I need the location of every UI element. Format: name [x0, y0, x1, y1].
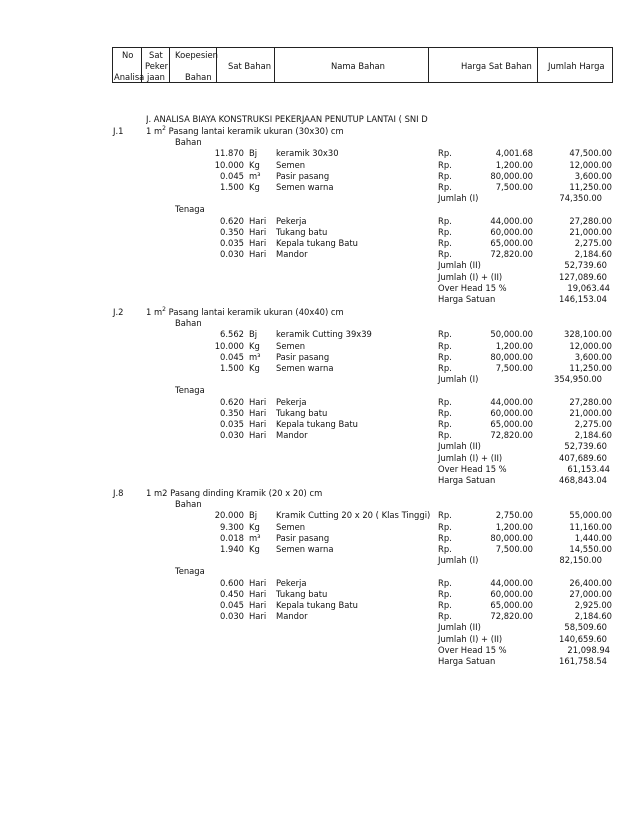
material-name: Kepala tukang Batu	[276, 419, 358, 429]
item-quantity: 1 m2	[146, 488, 168, 498]
item-title: Pasang dinding Kramik (20 x 20) cm	[167, 488, 323, 498]
column-divider	[169, 48, 170, 82]
header-analisa: Analisa	[114, 72, 145, 82]
unit-price-value: 7,500.00	[495, 544, 533, 554]
summary-label: Jumlah (II)	[438, 441, 481, 452]
currency-label: Rp.	[438, 577, 452, 588]
bahan-label: Bahan	[175, 137, 202, 148]
koefisien-value: 1.500	[220, 363, 244, 373]
koefisien-value: 11.870	[214, 148, 244, 159]
summary-value: 58,509.60	[564, 622, 607, 633]
currency-label: Rp.	[438, 182, 452, 192]
section-title: J. ANALISA BIAYA KONSTRUKSI PEKERJAAN PENUTUP LANTAI ( SNI D	[146, 114, 428, 124]
summary-label: Jumlah (I) + (II)	[438, 452, 503, 463]
currency-label: Rp.	[438, 226, 452, 237]
currency-label: Rp.	[438, 611, 452, 622]
currency-label: Rp.	[438, 340, 452, 351]
summary-label: Jumlah (II)	[438, 260, 481, 271]
total-price-value: 14,550.00	[569, 544, 612, 554]
total-price-value: 2,275.00	[574, 419, 612, 429]
currency-label: Rp.	[438, 407, 452, 418]
koefisien-value: 9.300	[220, 521, 244, 532]
summary-value: 127,089.60	[559, 271, 607, 282]
material-name: Mandor	[276, 430, 308, 441]
summary-value: 19,063.44	[567, 282, 610, 293]
total-price-value: 328,100.00	[564, 329, 612, 340]
unit-price-value: 44,000.00	[490, 215, 533, 226]
unit-price-value: 7,500.00	[495, 363, 533, 373]
total-price-value: 27,280.00	[569, 215, 612, 226]
total-price-value: 12,000.00	[569, 159, 612, 170]
koefisien-value: 10.000	[214, 340, 244, 351]
total-price-value: 47,500.00	[569, 148, 612, 159]
summary-value: 52,739.60	[564, 260, 607, 271]
currency-label: Rp.	[438, 249, 452, 260]
summary-value: 21,098.94	[567, 644, 610, 655]
currency-label: Rp.	[438, 170, 452, 181]
currency-label: Rp.	[438, 600, 452, 610]
currency-label: Rp.	[438, 238, 452, 248]
koefisien-value: 0.600	[220, 577, 244, 588]
item-title: Pasang lantai keramik ukuran (40x40) cm	[165, 307, 344, 317]
total-price-value: 2,184.60	[574, 611, 612, 622]
header-nama-bahan: Nama Bahan	[331, 61, 385, 71]
koefisien-value: 10.000	[214, 159, 244, 170]
unit-price-value: 60,000.00	[490, 588, 533, 599]
unit-value: Kg	[249, 544, 260, 554]
unit-value: Hari	[249, 419, 267, 429]
koefisien-value: 0.035	[220, 419, 244, 429]
header-harga-sat: Harga Sat Bahan	[461, 61, 532, 71]
total-price-value: 26,400.00	[569, 577, 612, 588]
total-price-value: 3,600.00	[574, 351, 612, 362]
item-quantity: 1 m	[146, 126, 163, 136]
jumlah-label: Jumlah (I)	[438, 374, 479, 385]
currency-label: Rp.	[438, 521, 452, 532]
bahan-label: Bahan	[175, 318, 202, 329]
material-name: Kepala tukang Batu	[276, 238, 358, 248]
unit-exponent: 2	[162, 125, 166, 133]
koefisien-value: 0.450	[220, 588, 244, 599]
unit-price-value: 80,000.00	[490, 532, 533, 543]
summary-label: Jumlah (I) + (II)	[438, 633, 503, 644]
koefisien-value: 0.350	[220, 226, 244, 237]
unit-price-value: 2,750.00	[495, 510, 533, 521]
koefisien-value: 0.030	[220, 611, 244, 622]
unit-value: m³	[249, 170, 261, 181]
item-description	[146, 126, 344, 136]
summary-label: Jumlah (I) + (II)	[438, 271, 503, 282]
material-name: Semen warna	[276, 182, 334, 192]
total-price-value: 2,184.60	[574, 249, 612, 260]
material-name: Pasir pasang	[276, 532, 330, 543]
header-sat-3: jaan	[147, 72, 165, 82]
unit-value: Kg	[249, 159, 260, 170]
summary-label: Over Head 15 %	[438, 463, 507, 474]
koefisien-value: 0.030	[220, 430, 244, 441]
unit-exponent: 2	[162, 306, 166, 314]
unit-price-value: 50,000.00	[490, 329, 533, 340]
material-name: Pasir pasang	[276, 351, 330, 362]
summary-label: Harga Satuan	[438, 475, 496, 485]
unit-price-value: 80,000.00	[490, 351, 533, 362]
summary-value: 161,758.54	[559, 656, 607, 666]
header-koef-2: Bahan	[185, 72, 212, 82]
unit-value: Bj	[249, 148, 258, 159]
total-price-value: 2,275.00	[574, 238, 612, 248]
unit-value: Hari	[249, 407, 267, 418]
summary-value: 407,689.60	[559, 452, 607, 463]
koefisien-value: 0.045	[220, 351, 244, 362]
koefisien-value: 1.500	[220, 182, 244, 192]
currency-label: Rp.	[438, 544, 452, 554]
unit-price-value: 44,000.00	[490, 396, 533, 407]
currency-label: Rp.	[438, 148, 452, 159]
currency-label: Rp.	[438, 329, 452, 340]
material-name: Semen	[276, 340, 306, 351]
column-divider	[428, 48, 429, 82]
unit-value: Bj	[249, 329, 258, 340]
material-name: Kepala tukang Batu	[276, 600, 358, 610]
jumlah-label: Jumlah (I)	[438, 555, 479, 566]
koefisien-value: 0.350	[220, 407, 244, 418]
unit-value: m³	[249, 532, 261, 543]
total-price-value: 27,280.00	[569, 396, 612, 407]
koefisien-value: 0.620	[220, 396, 244, 407]
jumlah-value: 82,150.00	[559, 555, 602, 566]
unit-value: Hari	[249, 430, 267, 441]
unit-price-value: 65,000.00	[490, 600, 533, 610]
unit-price-value: 72,820.00	[490, 430, 533, 441]
unit-value: Hari	[249, 600, 267, 610]
item-code: J.8	[113, 488, 124, 498]
total-price-value: 11,250.00	[569, 182, 612, 192]
total-price-value: 1,440.00	[574, 532, 612, 543]
material-name: keramik Cutting 39x39	[276, 329, 372, 340]
material-name: Pekerja	[276, 396, 307, 407]
currency-label: Rp.	[438, 532, 452, 543]
unit-value: m³	[249, 351, 261, 362]
summary-value: 468,843.04	[559, 475, 607, 485]
material-name: Semen	[276, 159, 306, 170]
bahan-label: Bahan	[175, 499, 202, 510]
total-price-value: 11,250.00	[569, 363, 612, 373]
material-name: Semen warna	[276, 544, 334, 554]
header-table	[112, 47, 613, 83]
header-sat-2: Peker	[145, 61, 169, 71]
unit-price-value: 44,000.00	[490, 577, 533, 588]
unit-price-value: 65,000.00	[490, 238, 533, 248]
currency-label: Rp.	[438, 363, 452, 373]
unit-value: Kg	[249, 521, 260, 532]
koefisien-value: 0.620	[220, 215, 244, 226]
item-code: J.1	[113, 126, 124, 136]
summary-label: Jumlah (II)	[438, 622, 481, 633]
total-price-value: 3,600.00	[574, 170, 612, 181]
material-name: Mandor	[276, 611, 308, 622]
tenaga-label: Tenaga	[175, 385, 205, 396]
koefisien-value: 20.000	[214, 510, 244, 521]
total-price-value: 2,925.00	[574, 600, 612, 610]
jumlah-label: Jumlah (I)	[438, 193, 479, 204]
header-koef-1: Koepesien	[175, 50, 218, 60]
unit-value: Hari	[249, 249, 267, 260]
currency-label: Rp.	[438, 159, 452, 170]
unit-value: Kg	[249, 340, 260, 351]
unit-value: Hari	[249, 238, 267, 248]
column-divider	[274, 48, 275, 82]
material-name: Kramik Cutting 20 x 20 ( Klas Tinggi)	[276, 510, 431, 521]
koefisien-value: 0.045	[220, 170, 244, 181]
material-name: Mandor	[276, 249, 308, 260]
unit-price-value: 4,001.68	[495, 148, 533, 159]
jumlah-value: 354,950.00	[554, 374, 602, 385]
total-price-value: 27,000.00	[569, 588, 612, 599]
unit-value: Bj	[249, 510, 258, 521]
currency-label: Rp.	[438, 351, 452, 362]
header-sat-1: Sat	[149, 50, 163, 60]
unit-value: Hari	[249, 215, 267, 226]
jumlah-value: 74,350.00	[559, 193, 602, 204]
currency-label: Rp.	[438, 510, 452, 521]
header-no: No	[122, 50, 134, 60]
unit-value: Hari	[249, 396, 267, 407]
material-name: Tukang batu	[276, 226, 328, 237]
unit-price-value: 1,200.00	[495, 159, 533, 170]
summary-value: 61,153.44	[567, 463, 610, 474]
total-price-value: 55,000.00	[569, 510, 612, 521]
koefisien-value: 0.035	[220, 238, 244, 248]
header-sat-bahan: Sat Bahan	[228, 61, 272, 71]
unit-price-value: 1,200.00	[495, 340, 533, 351]
item-quantity: 1 m	[146, 307, 163, 317]
unit-value: Hari	[249, 611, 267, 622]
summary-value: 52,739.60	[564, 441, 607, 452]
unit-price-value: 65,000.00	[490, 419, 533, 429]
total-price-value: 21,000.00	[569, 407, 612, 418]
currency-label: Rp.	[438, 419, 452, 429]
unit-price-value: 72,820.00	[490, 249, 533, 260]
header-jumlah-harga: Jumlah Harga	[548, 61, 605, 71]
tenaga-label: Tenaga	[175, 204, 205, 215]
koefisien-value: 6.562	[220, 329, 244, 340]
material-name: Semen warna	[276, 363, 334, 373]
total-price-value: 11,160.00	[569, 521, 612, 532]
summary-value: 140,659.60	[559, 633, 607, 644]
unit-price-value: 72,820.00	[490, 611, 533, 622]
tenaga-label: Tenaga	[175, 566, 205, 577]
unit-price-value: 1,200.00	[495, 521, 533, 532]
material-name: Pekerja	[276, 215, 307, 226]
unit-value: Kg	[249, 182, 260, 192]
total-price-value: 2,184.60	[574, 430, 612, 441]
unit-value: Hari	[249, 577, 267, 588]
unit-value: Hari	[249, 226, 267, 237]
koefisien-value: 0.045	[220, 600, 244, 610]
unit-price-value: 60,000.00	[490, 407, 533, 418]
material-name: Tukang batu	[276, 588, 328, 599]
total-price-value: 12,000.00	[569, 340, 612, 351]
material-name: Pasir pasang	[276, 170, 330, 181]
summary-label: Harga Satuan	[438, 294, 496, 304]
column-divider	[537, 48, 538, 82]
material-name: keramik 30x30	[276, 148, 339, 159]
summary-value: 146,153.04	[559, 294, 607, 304]
koefisien-value: 1.940	[220, 544, 244, 554]
currency-label: Rp.	[438, 588, 452, 599]
summary-label: Over Head 15 %	[438, 282, 507, 293]
unit-price-value: 80,000.00	[490, 170, 533, 181]
currency-label: Rp.	[438, 396, 452, 407]
summary-label: Over Head 15 %	[438, 644, 507, 655]
total-price-value: 21,000.00	[569, 226, 612, 237]
koefisien-value: 0.018	[220, 532, 244, 543]
item-title: Pasang lantai keramik ukuran (30x30) cm	[165, 126, 344, 136]
item-code: J.2	[113, 307, 124, 317]
unit-price-value: 7,500.00	[495, 182, 533, 192]
unit-price-value: 60,000.00	[490, 226, 533, 237]
currency-label: Rp.	[438, 430, 452, 441]
material-name: Pekerja	[276, 577, 307, 588]
material-name: Tukang batu	[276, 407, 328, 418]
unit-value: Hari	[249, 588, 267, 599]
unit-value: Kg	[249, 363, 260, 373]
item-description	[146, 307, 344, 317]
item-description	[146, 488, 322, 498]
currency-label: Rp.	[438, 215, 452, 226]
summary-label: Harga Satuan	[438, 656, 496, 666]
material-name: Semen	[276, 521, 306, 532]
koefisien-value: 0.030	[220, 249, 244, 260]
